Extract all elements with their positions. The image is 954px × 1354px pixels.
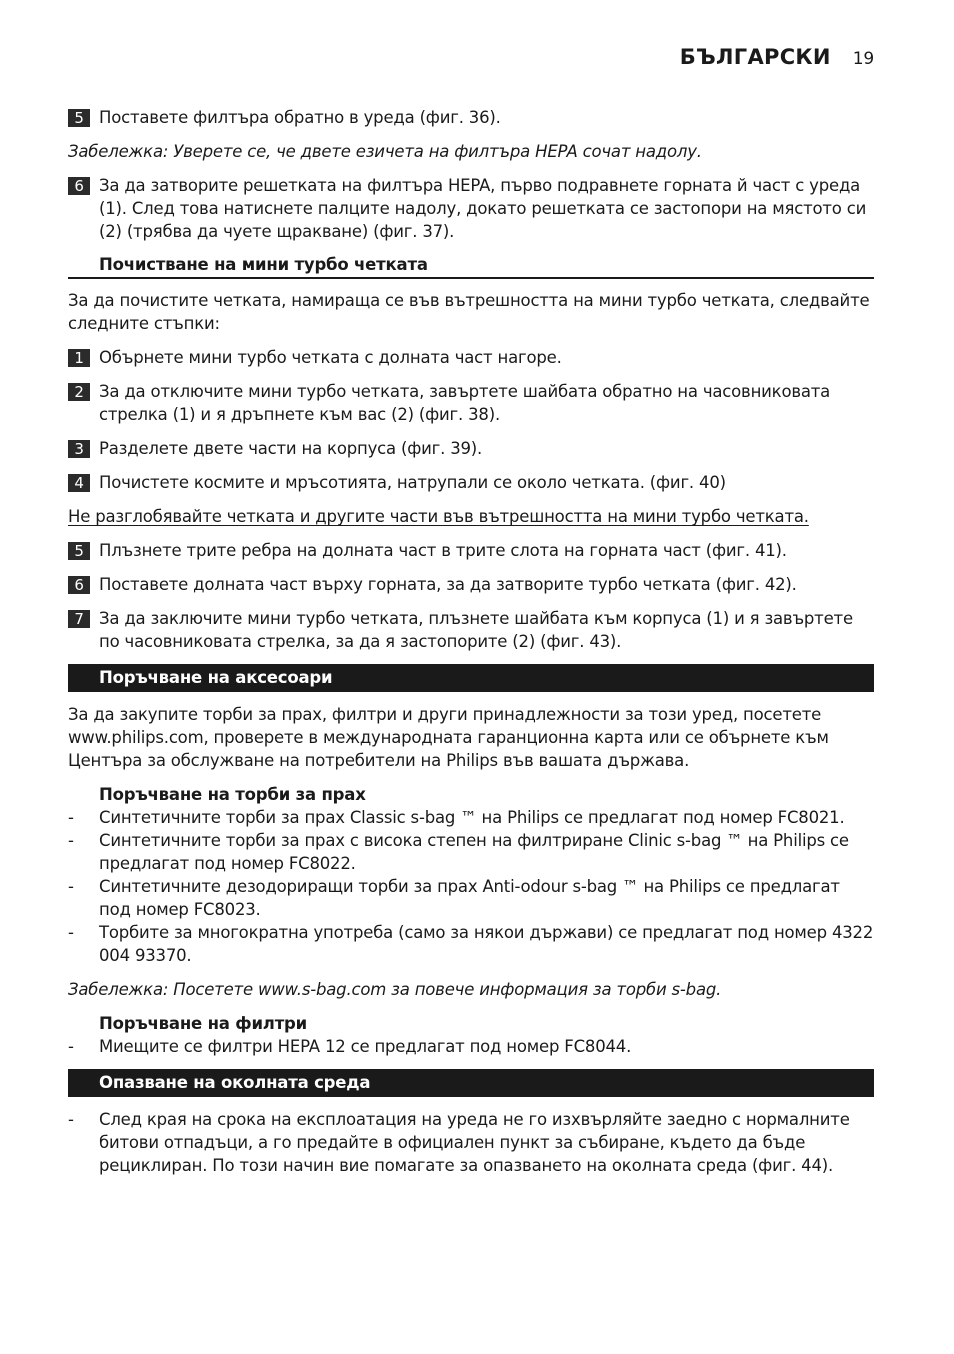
list-item	[68, 1108, 874, 1177]
turbo-brush-warning: Не разглобявайте четката и другите части във вътрешността на мини турбо четката.	[68, 507, 809, 526]
step-number-badge: 2	[68, 383, 90, 401]
filter-note: Забележка: Уверете се, че двете езичета на филтъра HEPA сочат надолу.	[68, 142, 702, 161]
list-item-text: Синтетичните дезодориращи торби за прах Anti-odour s-bag ™ на Philips се предлагат под номер FC8023.	[99, 877, 840, 919]
page-content	[68, 106, 874, 1177]
turbo-step-5	[68, 539, 874, 562]
step-text: Обърнете мини турбо четката с долната част нагоре.	[99, 348, 562, 367]
turbo-step-4	[68, 471, 874, 494]
step-text: Почистете космите и мръсотията, натрупали се около четката. (фиг. 40)	[99, 473, 726, 492]
turbo-step-3	[68, 437, 874, 460]
list-item-text: Торбите за многократна употреба (само за някои държави) се предлагат под номер 4322 004 93370.	[99, 923, 874, 965]
dash-marker: -	[68, 923, 74, 942]
turbo-step-2	[68, 380, 874, 426]
step-text: Плъзнете трите ребра на долната част в трите слота на горната част (фиг. 41).	[99, 541, 787, 560]
step-number-badge: 5	[68, 542, 90, 560]
step-number-badge: 4	[68, 474, 90, 492]
filters-heading: Поръчване на филтри	[99, 1014, 308, 1033]
dash-marker: -	[68, 1110, 74, 1129]
page-number: 19	[852, 49, 874, 69]
accessories-heading: Поръчване на аксесоари	[68, 664, 874, 692]
step-number-badge: 6	[68, 177, 90, 195]
page-header	[680, 46, 874, 71]
dust-bags-heading: Поръчване на торби за прах	[99, 785, 366, 804]
accessories-intro: За да закупите торби за прах, филтри и други принадлежности за този уред, посетете www.philips.com, проверете в международната гаранционна карта или се обърнете към Центъра за обслужване на потребители на Philips във вашата държава.	[68, 705, 829, 770]
list-item	[68, 806, 874, 829]
dash-marker: -	[68, 808, 74, 827]
dash-marker: -	[68, 1037, 74, 1056]
step-text: За да заключите мини турбо четката, плъзнете шайбата към корпуса (1) и я завъртете по часовниковата стрелка, за да я застопорите (2) (фиг. 43).	[99, 609, 853, 651]
step-number-badge: 3	[68, 440, 90, 458]
step-number-badge: 6	[68, 576, 90, 594]
language-label: БЪЛГАРСКИ	[679, 45, 831, 69]
turbo-brush-intro: За да почистите четката, намираща се във вътрешността на мини турбо четката, следвайте следните стъпки:	[68, 291, 870, 333]
turbo-step-6	[68, 573, 874, 596]
dash-marker: -	[68, 877, 74, 896]
step-number-badge: 5	[68, 109, 90, 127]
list-item	[68, 875, 874, 921]
list-item	[68, 829, 874, 875]
list-item	[68, 1035, 874, 1058]
list-item-text: След края на срока на експлоатация на уреда не го изхвърляйте заедно с нормалните битови отпадъци, а го предайте в официален пункт за събиране, където да бъде рециклиран. По този начин вие помагате за опазването на околната среда (фиг. 44).	[99, 1110, 850, 1175]
list-item-text: Миещите се филтри HEPA 12 се предлагат под номер FC8044.	[99, 1037, 632, 1056]
dash-marker: -	[68, 831, 74, 850]
step-text: Поставете филтъра обратно в уреда (фиг. 36).	[99, 108, 501, 127]
step-text: За да затворите решетката на филтъра HEPA, първо подравнете горната й част с уреда (1). След това натиснете палците надолу, докато решетката се застопори на мястото си (2) (трябва да чуете щракване) (фиг. 37).	[99, 176, 867, 241]
step-text: Поставете долната част върху горната, за да затворите турбо четката (фиг. 42).	[99, 575, 797, 594]
s-bag-note: Забележка: Посетете www.s-bag.com за повече информация за торби s-bag.	[68, 980, 722, 999]
step-number-badge: 7	[68, 610, 90, 628]
step-text: За да отключите мини турбо четката, завъртете шайбата обратно на часовниковата стрелка (1) и я дръпнете към вас (2) (фиг. 38).	[99, 382, 831, 424]
turbo-step-7	[68, 607, 874, 653]
filter-step-6	[68, 174, 874, 243]
list-item-text: Синтетичните торби за прах с висока степен на филтриране Clinic s-bag ™ на Philips се предлагат под номер FC8022.	[99, 831, 849, 873]
list-item-text: Синтетичните торби за прах Classic s-bag ™ на Philips се предлагат под номер FC8021.	[99, 808, 845, 827]
step-number-badge: 1	[68, 349, 90, 367]
list-item	[68, 921, 874, 967]
turbo-step-1	[68, 346, 874, 369]
filter-step-5	[68, 106, 874, 129]
turbo-brush-heading: Почистване на мини турбо четката	[68, 253, 874, 279]
step-text: Разделете двете части на корпуса (фиг. 39).	[99, 439, 483, 458]
environment-heading: Опазване на околната среда	[68, 1069, 874, 1097]
